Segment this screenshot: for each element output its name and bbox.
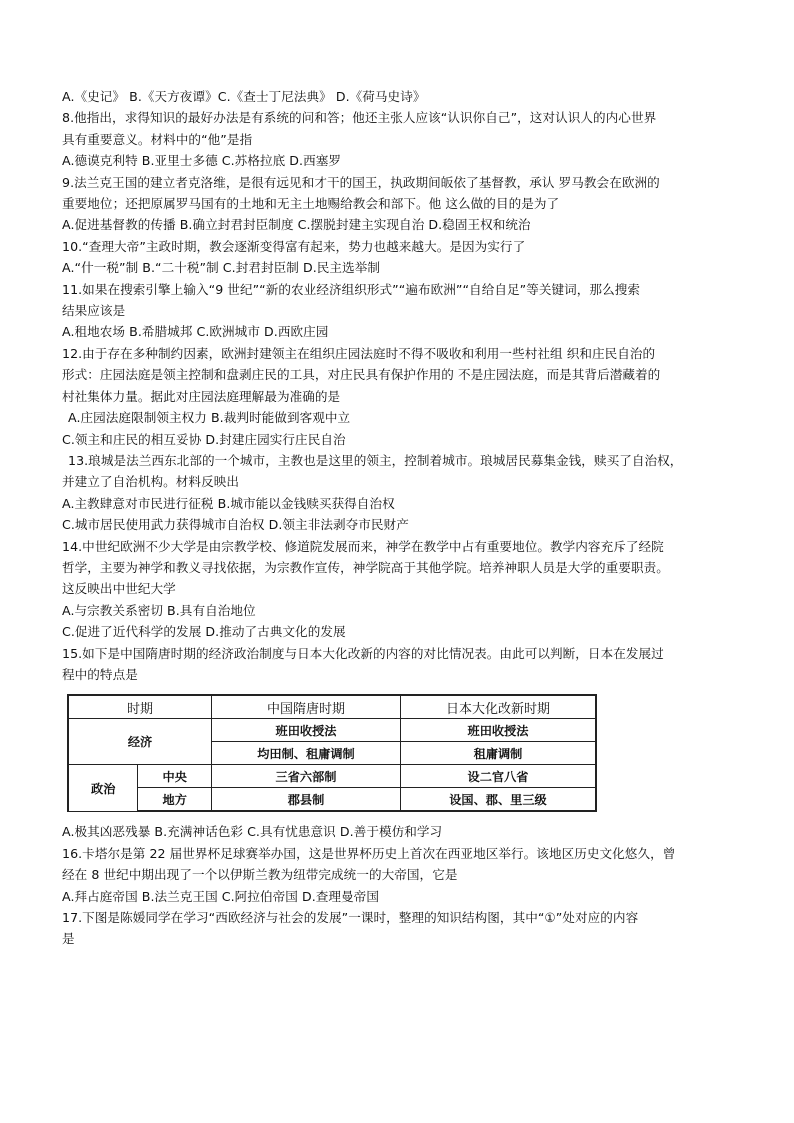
politics-label: 政治 [68, 765, 138, 812]
questions-7-to-15 [62, 86, 738, 685]
q7-options: A.《史记》 B.《天方夜谭》C.《查士丁尼法典》 D.《荷马史诗》 [62, 89, 426, 104]
q12-options-2: C.领主和庄民的相互妥协 D.封建庄园实行庄民自治 [62, 431, 346, 447]
q16-options: A.拜占庭帝国 B.法兰克王国 C.阿拉伯帝国 D.查理曼帝国 [62, 888, 379, 904]
questions-15-to-17 [62, 821, 738, 949]
q15-options: A.极其凶恶残暴 B.充满神话色彩 C.具有忧患意识 D.善于模仿和学习 [62, 824, 443, 840]
q12-stem-2: 形式：庄园法庭是领主控制和盘剥庄民的工具，对庄民具有保护作用的 不是庄园法庭，而是其背后潜藏着的 [62, 367, 661, 383]
q13-options-2: C.城市居民使用武力获得城市自治权 D.领主非法剥夺市民财产 [62, 517, 409, 533]
table-row [68, 765, 596, 788]
q8-stem-1: 8.他指出，求得知识的最好办法是有系统的问和答；他还主张人应该“认识你自己”，这对认识人的内心世界 [62, 110, 657, 126]
china-local: 郡县制 [212, 788, 401, 812]
q9-options: A.促进基督教的传播 B.确立封君封臣制度 C.摆脱封建主实现自治 D.稳固王权和统治 [62, 217, 531, 233]
q9-stem-2: 重要地位；还把原属罗马国有的土地和无主土地赐给教会和部下。他 这么做的目的是为了 [62, 196, 560, 212]
japan-econ-2: 租庸调制 [401, 742, 597, 765]
q17-stem-2: 是 [62, 931, 75, 947]
q13-options-1: A.主教肆意对市民进行征税 B.城市能以金钱赎买获得自治权 [62, 495, 395, 511]
economy-label: 经济 [68, 719, 212, 765]
table-row [68, 719, 596, 742]
q11-stem-1: 11.如果在搜索引擎上输入“9 世纪”“新的农业经济组织形式”“遍布欧洲”“自给自足”等关键词，那么搜索 [62, 281, 640, 297]
q12-stem-1: 12.由于存在多种制约因素，欧洲封建领主在组织庄园法庭时不得不吸收和利用一些村社组 织和庄民自治的 [62, 345, 656, 361]
q16-stem-2: 经在 8 世纪中期出现了一个以伊斯兰教为纽带完成统一的大帝国，它是 [62, 867, 458, 883]
central-label: 中央 [138, 765, 212, 788]
japan-local: 设国、郡、里三级 [401, 788, 597, 812]
table-header-row [68, 695, 596, 719]
japan-econ-1: 班田收授法 [401, 719, 597, 742]
header-period: 时期 [68, 695, 212, 719]
q15-stem-2: 程中的特点是 [62, 666, 138, 682]
header-japan: 日本大化改新时期 [401, 695, 597, 719]
china-central: 三省六部制 [212, 765, 401, 788]
q14-stem-2: 哲学，主要为神学和教义寻找依据，为宗教作宣传，神学院高于其他学院。培养神职人员是大学的重要职责。 [62, 559, 669, 575]
q14-stem-1: 14.中世纪欧洲不少大学是由宗教学校、修道院发展而来，神学在教学中占有重要地位。教学内容充斥了经院 [62, 538, 664, 554]
q11-stem-2: 结果应该是 [62, 303, 126, 319]
q17-stem-1: 17.下图是陈媛同学在学习“西欧经济与社会的发展”一课时，整理的知识结构图，其中“①”处对应的内容 [62, 910, 639, 925]
q14-stem-3: 这反映出中世纪大学 [62, 581, 176, 597]
japan-central: 设二官八省 [401, 765, 597, 788]
q9-stem-1: 9.法兰克王国的建立者克洛维，是很有远见和才干的国王，执政期间皈依了基督教，承认 罗马教会在欧洲的 [62, 174, 660, 190]
q8-options: A.德谟克利特 B.亚里士多德 C.苏格拉底 D.西塞罗 [62, 153, 342, 169]
exam-page [62, 86, 738, 950]
q10-stem: 10.“查理大帝”主政时期，教会逐渐变得富有起来，势力也越来越大。是因为实行了 [62, 238, 526, 254]
q13-stem-1: 13.琅城是法兰西东北部的一个城市，主教也是这里的领主，控制着城市。琅城居民募集金钱，赎买了自治权， [68, 452, 683, 468]
header-china: 中国隋唐时期 [212, 695, 401, 719]
comparison-table [67, 694, 597, 812]
q12-options-1: A.庄园法庭限制领主权力 B.裁判时能做到客观中立 [68, 410, 351, 426]
q8-stem-2: 具有重要意义。材料中的“他”是指 [62, 131, 253, 147]
q10-options: A.“什一税”制 B.“二十税”制 C.封君封臣制 D.民主选举制 [62, 260, 380, 276]
q12-stem-3: 村社集体力量。据此对庄园法庭理解最为准确的是 [62, 388, 341, 404]
china-econ-2: 均田制、租庸调制 [212, 742, 401, 765]
q14-options-1: A.与宗教关系密切 B.具有自治地位 [62, 602, 256, 618]
table-row [68, 788, 596, 812]
china-econ-1: 班田收授法 [212, 719, 401, 742]
q16-stem-1: 16.卡塔尔是第 22 届世界杯足球赛举办国，这是世界杯历史上首次在西亚地区举行。该地区历史文化悠久，曾 [62, 845, 676, 861]
q11-options: A.租地农场 B.希腊城邦 C.欧洲城市 D.西欧庄园 [62, 324, 329, 340]
local-label: 地方 [138, 788, 212, 812]
q14-options-2: C.促进了近代科学的发展 D.推动了古典文化的发展 [62, 624, 346, 640]
q15-stem-1: 15.如下是中国隋唐时期的经济政治制度与日本大化改新的内容的对比情况表。由此可以判断，日本在发展过 [62, 645, 664, 661]
q13-stem-2: 并建立了自治机构。材料反映出 [62, 474, 240, 490]
